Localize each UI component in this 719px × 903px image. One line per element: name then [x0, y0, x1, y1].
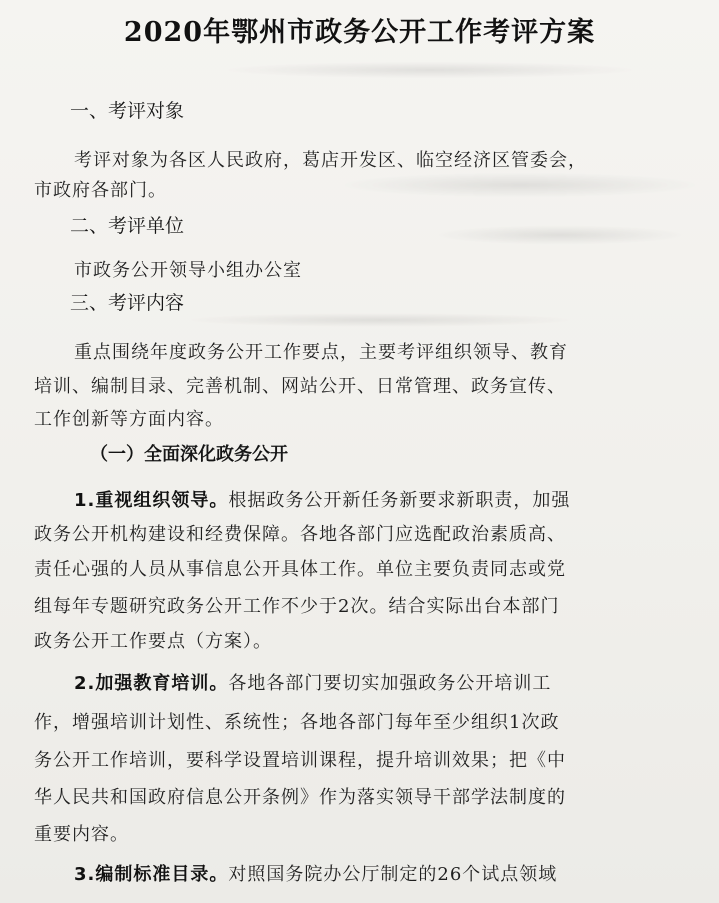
item-1-lead: 1.重视组织领导。	[74, 490, 229, 511]
item-1-first-rest: 根据政务公开新任务新要求新职责，加强	[228, 490, 571, 511]
section-1-line-1: 考评对象为各区人民政府，葛店开发区、临空经济区管委会，	[74, 150, 587, 171]
item-2-first-line	[74, 669, 551, 695]
item-2-line-3: 务公开工作培训，要科学设置培训课程，提升培训效果；把《中	[34, 750, 566, 771]
item-2-line-2: 作，增强培训计划性、系统性；各地各部门每年至少组织1次政	[34, 712, 560, 733]
section-3-line-2: 培训、编制目录、完善机制、网站公开、日常管理、政务宣传、	[34, 376, 566, 397]
item-1-line-4: 组每年专题研究政务公开工作不少于2次。结合实际出台本部门	[34, 596, 560, 617]
item-1-line-5: 政务公开工作要点（方案）。	[34, 631, 272, 652]
item-3-first-line	[74, 860, 557, 886]
item-3-first-rest: 对照国务院办公厅制定的26个试点领域	[228, 864, 558, 885]
item-1-first-line	[74, 486, 570, 512]
item-2-first-rest: 各地各部门要切实加强政务公开培训工	[228, 673, 552, 694]
item-1-line-3: 责任心强的人员从事信息公开具体工作。单位主要负责同志或党	[34, 559, 566, 580]
item-2-line-5: 重要内容。	[34, 824, 129, 845]
subsection-heading: （一）全面深化政务公开	[90, 444, 288, 465]
item-2-lead: 2.加强教育培训。	[74, 673, 229, 694]
item-2-line-4: 华人民共和国政府信息公开条例》作为落实领导干部学法制度的	[34, 787, 566, 808]
section-3-line-1: 重点围绕年度政务公开工作要点，主要考评组织领导、教育	[74, 342, 568, 363]
document-title: 2020年鄂州市政务公开工作考评方案	[123, 17, 596, 48]
item-3-lead: 3.编制标准目录。	[74, 864, 229, 885]
section-2-line-1: 市政务公开领导小组办公室	[74, 260, 302, 281]
item-1-line-2: 政务公开机构建设和经费保障。各地各部门应选配政治素质高、	[34, 524, 566, 545]
section-3-line-3: 工作创新等方面内容。	[34, 409, 224, 430]
section-heading-2: 二、考评单位	[70, 215, 185, 237]
section-heading-1: 一、考评对象	[70, 100, 185, 122]
section-heading-3: 三、考评内容	[70, 292, 185, 314]
section-1-line-2: 市政府各部门。	[34, 180, 167, 201]
